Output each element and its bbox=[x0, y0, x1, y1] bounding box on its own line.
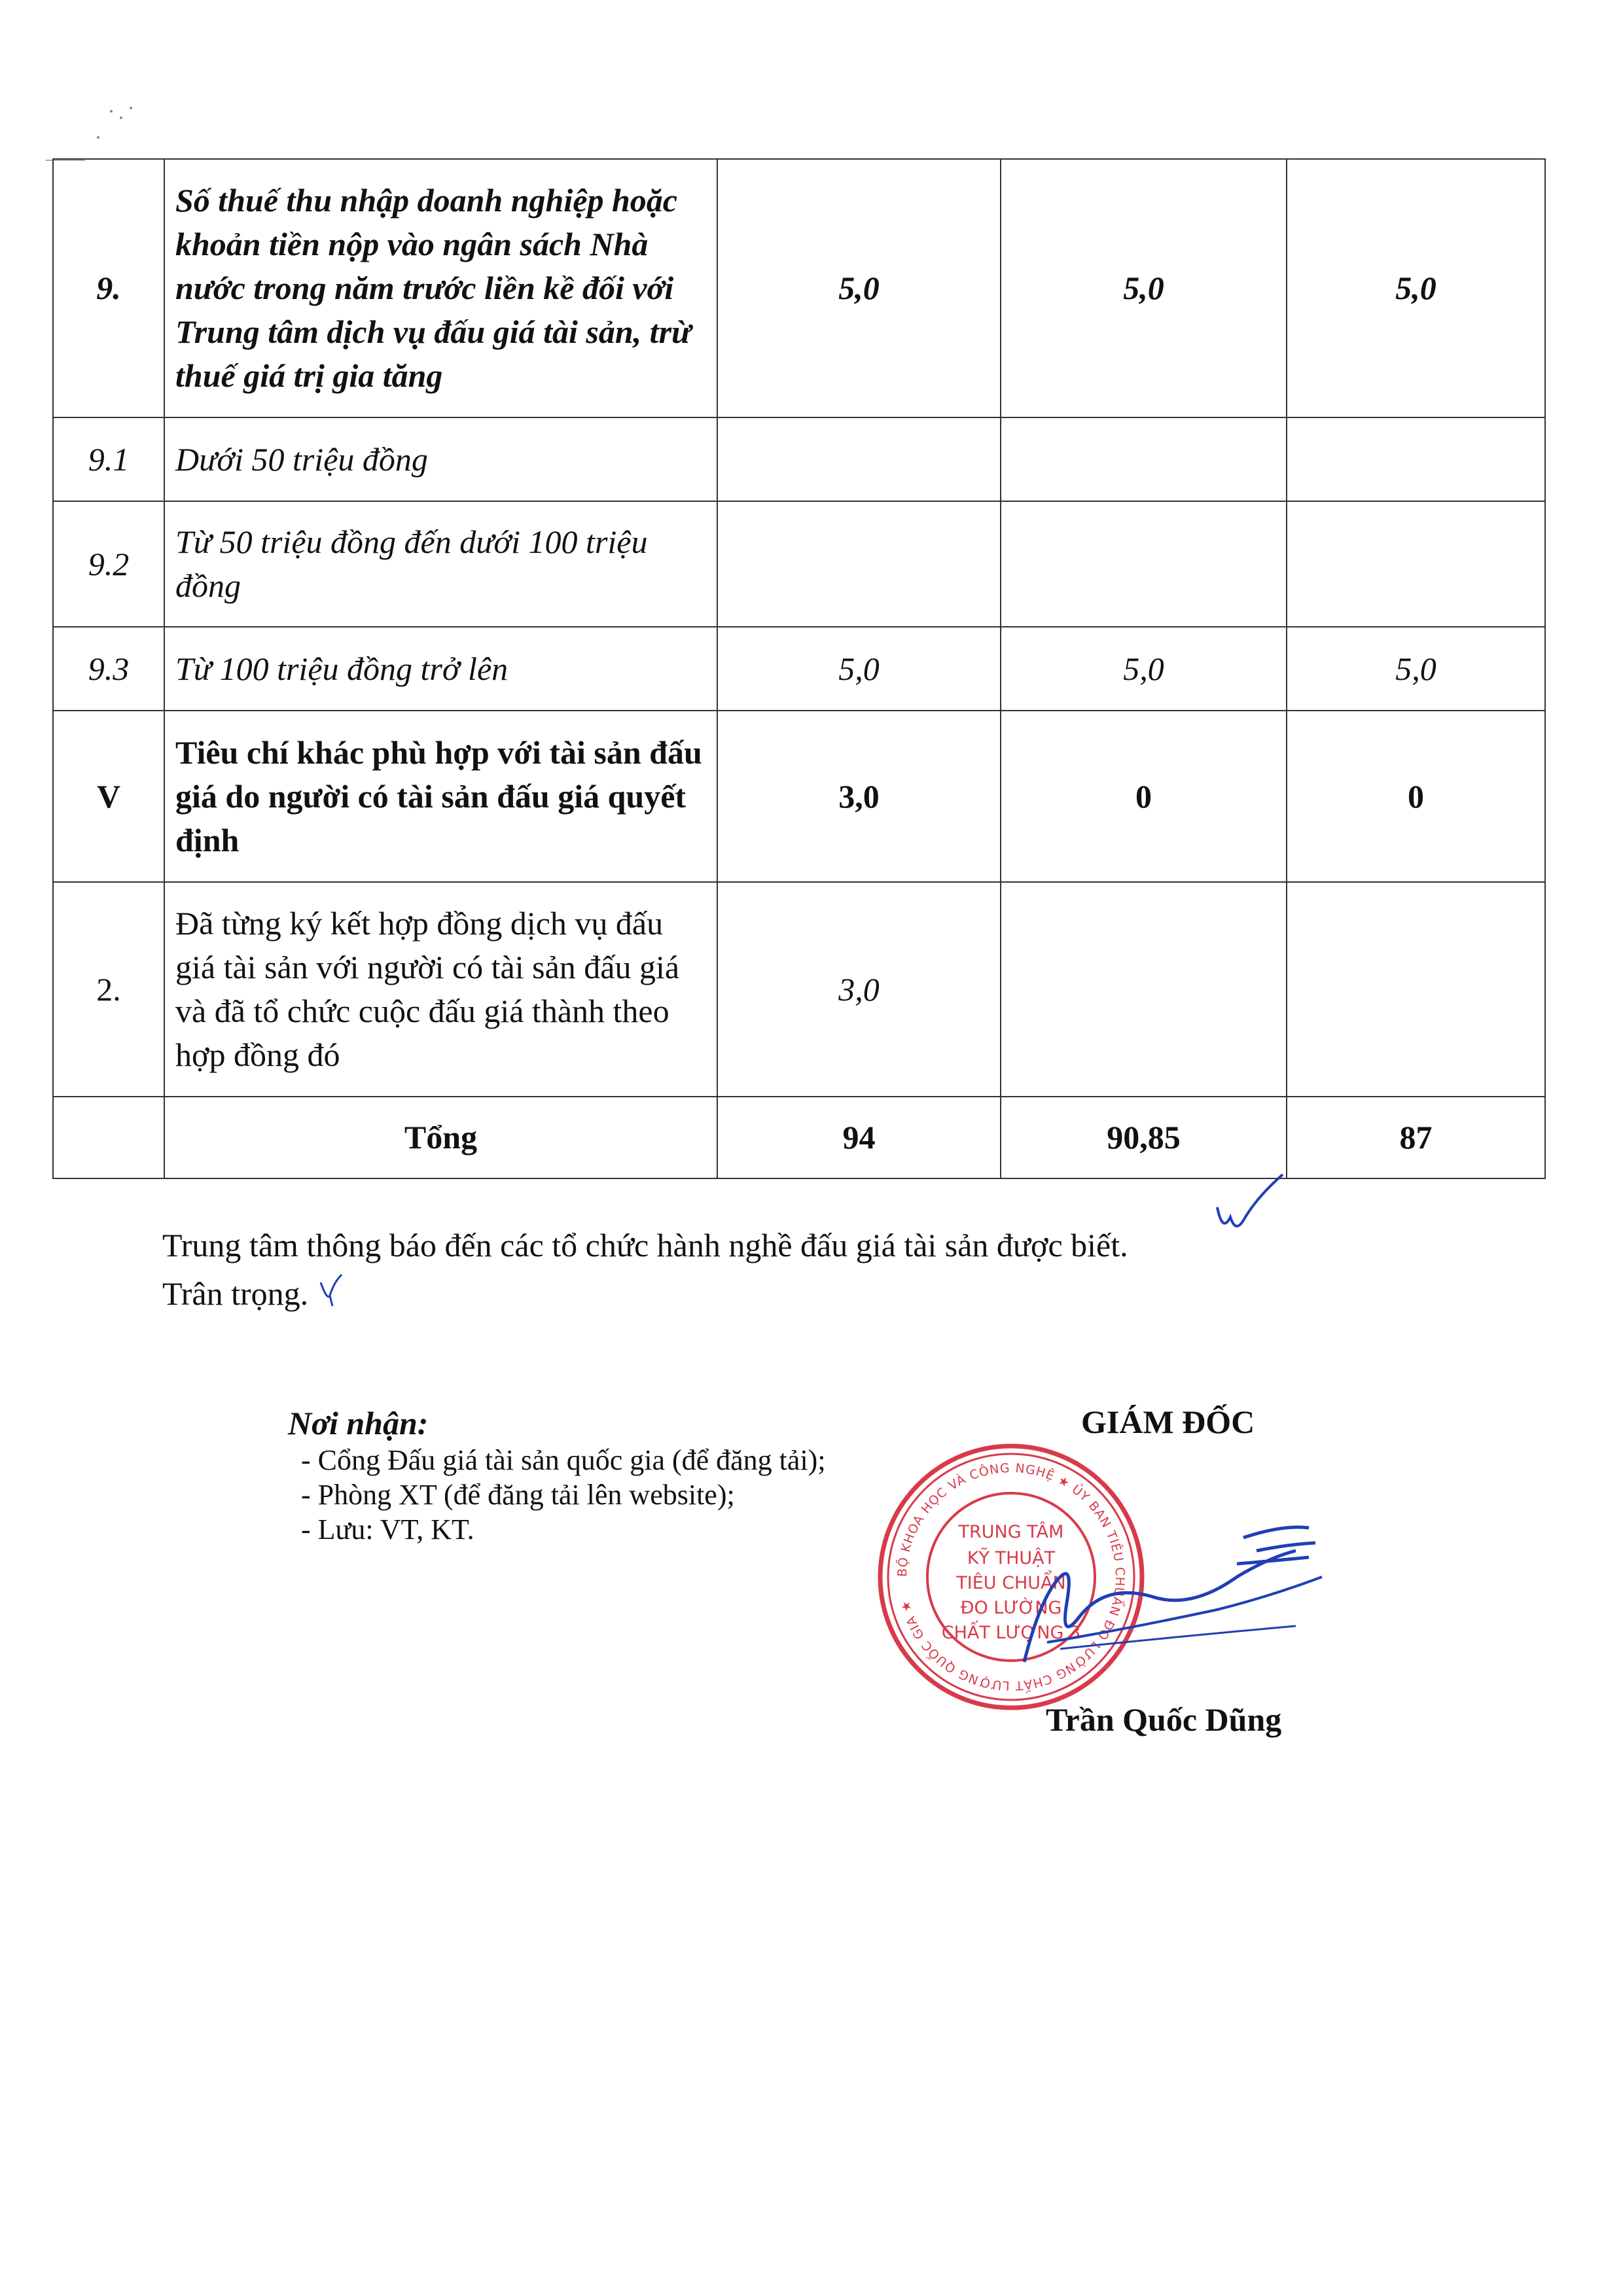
row-number: 9.1 bbox=[53, 417, 164, 501]
row-number: 9.2 bbox=[53, 501, 164, 627]
total-label: Tổng bbox=[164, 1097, 717, 1178]
total-score-1: 90,85 bbox=[1001, 1097, 1287, 1178]
table-row bbox=[53, 159, 1545, 417]
recipients-title: Nơi nhận: bbox=[288, 1405, 429, 1441]
total-row-number bbox=[53, 1097, 164, 1178]
table-row bbox=[53, 627, 1545, 711]
seal-inner-line: TRUNG TÂM bbox=[958, 1522, 1064, 1542]
score-2 bbox=[1287, 417, 1545, 501]
row-number: V bbox=[53, 711, 164, 882]
score-2: 0 bbox=[1287, 711, 1545, 882]
score-2: 5,0 bbox=[1287, 627, 1545, 711]
criterion-text: Đã từng ký kết hợp đồng dịch vụ đấu giá tài sản với người có tài sản đấu giá và đã tổ chức cuộc đấu giá thành theo hợp đồng đó bbox=[164, 882, 717, 1097]
score-2 bbox=[1287, 882, 1545, 1097]
max-score: 3,0 bbox=[717, 882, 1001, 1097]
total-max-score: 94 bbox=[717, 1097, 1001, 1178]
score-1 bbox=[1001, 501, 1287, 627]
criteria-score-table bbox=[52, 158, 1546, 1179]
score-1: 5,0 bbox=[1001, 159, 1287, 417]
recipient-item: - Lưu: VT, KT. bbox=[301, 1513, 474, 1545]
max-score: 5,0 bbox=[717, 627, 1001, 711]
total-score-2: 87 bbox=[1287, 1097, 1545, 1178]
seal-inner-line: KỸ THUẬT bbox=[967, 1548, 1056, 1568]
seal-outer-text: BỘ KHOA HỌC VÀ CÔNG NGHỆ ★ ỦY BAN TIÊU CHUẨN ĐO LƯỜNG CHẤT LƯỢNG QUỐC GIA ★ bbox=[895, 1460, 1128, 1693]
row-number: 9.3 bbox=[53, 627, 164, 711]
table-total-row bbox=[53, 1097, 1545, 1178]
criterion-text: Số thuế thu nhập doanh nghiệp hoặc khoản tiền nộp vào ngân sách Nhà nước trong năm trước liền kề đối với Trung tâm dịch vụ đấu giá tài sản, trừ thuế giá trị gia tăng bbox=[164, 159, 717, 417]
score-1: 0 bbox=[1001, 711, 1287, 882]
score-2 bbox=[1287, 501, 1545, 627]
signer-name: Trần Quốc Dũng bbox=[1046, 1701, 1282, 1738]
seal-inner-line: ĐO LƯỜNG bbox=[960, 1598, 1062, 1618]
criterion-text: Từ 50 triệu đồng đến dưới 100 triệu đồng bbox=[164, 501, 717, 627]
notice-text: Trung tâm thông báo đến các tổ chức hành nghề đấu giá tài sản được biết. bbox=[162, 1227, 1128, 1263]
initial-mark bbox=[1211, 1171, 1289, 1250]
score-1 bbox=[1001, 417, 1287, 501]
row-number: 9. bbox=[53, 159, 164, 417]
handwritten-signature bbox=[1021, 1498, 1335, 1669]
criterion-text: Dưới 50 triệu đồng bbox=[164, 417, 717, 501]
row-number: 2. bbox=[53, 882, 164, 1097]
seal-inner-line: CHẤT LƯỢNG 3 bbox=[941, 1623, 1081, 1643]
score-1 bbox=[1001, 882, 1287, 1097]
recipient-item: - Cổng Đấu giá tài sản quốc gia (để đăng tải); bbox=[301, 1444, 826, 1476]
max-score: 5,0 bbox=[717, 159, 1001, 417]
closing-text: Trân trọng. bbox=[162, 1275, 309, 1312]
recipient-item: - Phòng XT (để đăng tải lên website); bbox=[301, 1479, 735, 1511]
score-2: 5,0 bbox=[1287, 159, 1545, 417]
table-row bbox=[53, 711, 1545, 882]
table-row bbox=[53, 417, 1545, 501]
table-row bbox=[53, 882, 1545, 1097]
table-row bbox=[53, 501, 1545, 627]
signer-position: GIÁM ĐỐC bbox=[1081, 1404, 1255, 1440]
max-score bbox=[717, 417, 1001, 501]
seal-inner-line: TIÊU CHUẨN bbox=[956, 1573, 1066, 1593]
max-score bbox=[717, 501, 1001, 627]
initial-mark bbox=[318, 1269, 344, 1309]
criterion-text: Từ 100 triệu đồng trở lên bbox=[164, 627, 717, 711]
max-score: 3,0 bbox=[717, 711, 1001, 882]
criterion-text: Tiêu chí khác phù hợp với tài sản đấu giá do người có tài sản đấu giá quyết định bbox=[164, 711, 717, 882]
score-1: 5,0 bbox=[1001, 627, 1287, 711]
